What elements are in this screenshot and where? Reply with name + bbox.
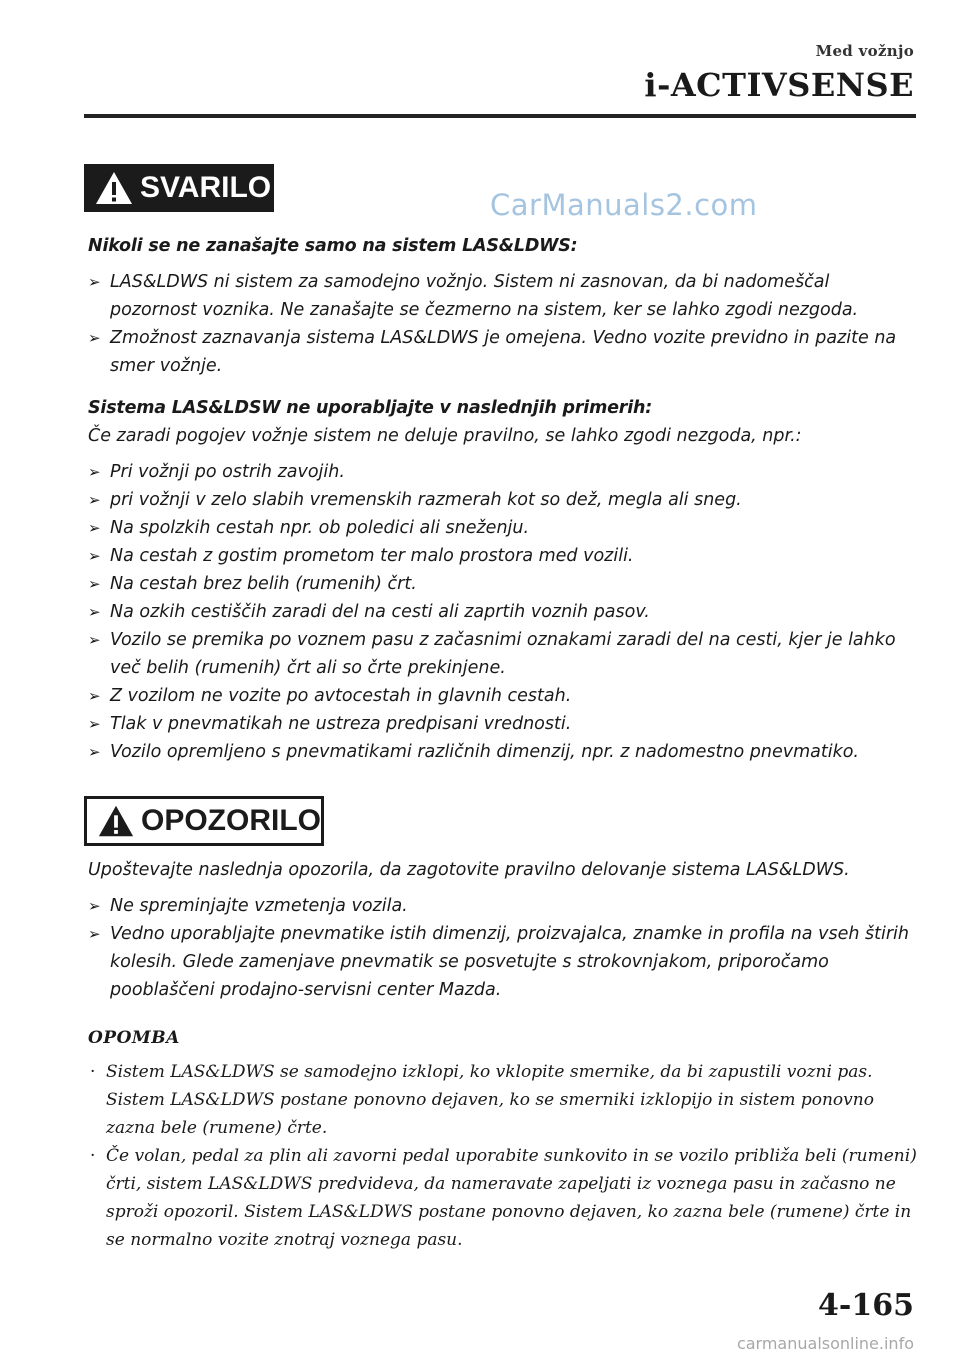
- note-title: OPOMBA: [88, 1028, 180, 1048]
- list-item: ➢ Pri vožnji po ostrih zavojih.: [88, 458, 918, 486]
- arrow-bullet-icon: ➢: [88, 687, 101, 705]
- list-item: ➢ LAS&LDWS ni sistem za samodejno vožnjo. Sistem ni zasnovan, da bi nadomeščal pozornost voznika. Ne zanašajte se čezmerno na sistem, ker se lahko zgodi nezgoda.: [88, 268, 918, 324]
- warning-list-1: [88, 268, 918, 380]
- arrow-bullet-icon: ➢: [88, 897, 101, 915]
- arrow-bullet-icon: ➢: [88, 519, 101, 537]
- page-number: 4-165: [818, 1288, 914, 1323]
- list-item: ➢ Z vozilom ne vozite po avtocestah in glavnih cestah.: [88, 682, 918, 710]
- arrow-bullet-icon: ➢: [88, 603, 101, 621]
- list-item: · Sistem LAS&LDWS se samodejno izklopi, ko vklopite smernike, da bi zapustili vozni pas. Sistem LAS&LDWS postane ponovno dejaven, ko se smerniki izklopijo in sistem ponovno zazna bele (rumene) črte.: [88, 1058, 918, 1142]
- list-item: ➢ Na cestah z gostim prometom ter malo prostora med vozili.: [88, 542, 918, 570]
- arrow-bullet-icon: ➢: [88, 329, 101, 347]
- list-item: ➢ Na cestah brez belih (rumenih) črt.: [88, 570, 918, 598]
- list-item: ➢ Na spolzkih cestah npr. ob poledici ali sneženju.: [88, 514, 918, 542]
- arrow-bullet-icon: ➢: [88, 575, 101, 593]
- list-item: ➢ Vedno uporabljajte pnevmatike istih dimenzij, proizvajalca, znamke in profila na vseh štirih kolesih. Glede zamenjave pnevmatik se posvetujte s strokovnjakom, priporočamo pooblaščeni prodajno-servisni center Mazda.: [88, 920, 918, 1004]
- warning-heading-1: Nikoli se ne zanašajte samo na sistem LAS&LDWS:: [88, 236, 578, 256]
- caution-list: [88, 892, 918, 1004]
- chapter-title: i-ACTIVSENSE: [644, 66, 914, 104]
- list-item: ➢ Ne spreminjajte vzmetenja vozila.: [88, 892, 918, 920]
- arrow-bullet-icon: ➢: [88, 463, 101, 481]
- arrow-bullet-icon: ➢: [88, 273, 101, 291]
- list-item: · Če volan, pedal za plin ali zavorni pedal uporabite sunkovito in se vozilo približa beli (rumeni) črti, sistem LAS&LDWS predvideva, da nameravate zapeljati iz voznega pasu in začasno ne sproži opozoril. Sistem LAS&LDWS postane ponovno dejaven, ko zazna bele (rumene) črte in se normalno vozite znotraj voznega pasu.: [88, 1142, 918, 1254]
- list-item: ➢ Zmožnost zaznavanja sistema LAS&LDWS je omejena. Vedno vozite previdno in pazite na smer vožnje.: [88, 324, 918, 380]
- page-header: [644, 42, 914, 104]
- list-item: ➢ Na ozkih cestiščih zaradi del na cesti ali zaprtih voznih pasov.: [88, 598, 918, 626]
- list-item: ➢ Vozilo opremljeno s pnevmatikami različnih dimenzij, npr. z nadomestno pnevmatiko.: [88, 738, 918, 766]
- list-item: ➢ Tlak v pnevmatikah ne ustreza predpisani vrednosti.: [88, 710, 918, 738]
- dot-bullet-icon: ·: [90, 1062, 96, 1082]
- warning-triangle-icon: [94, 170, 134, 206]
- header-divider: [84, 114, 916, 118]
- arrow-bullet-icon: ➢: [88, 715, 101, 733]
- arrow-bullet-icon: ➢: [88, 743, 101, 761]
- footer-watermark: carmanualsonline.info: [736, 1334, 914, 1353]
- warning-list-2: [88, 458, 918, 766]
- caution-badge: [84, 796, 324, 846]
- arrow-bullet-icon: ➢: [88, 925, 101, 943]
- list-item: ➢ Vozilo se premika po voznem pasu z začasnimi oznakami zaradi del na cesti, kjer je lahko več belih (rumenih) črt ali so črte prekinjene.: [88, 626, 918, 682]
- arrow-bullet-icon: ➢: [88, 547, 101, 565]
- warning-heading-2: Sistema LAS&LDSW ne uporabljajte v naslednjih primerih:: [88, 398, 653, 418]
- dot-bullet-icon: ·: [90, 1146, 96, 1166]
- caution-label: OPOZORILO: [141, 804, 321, 837]
- warning-intro-2: Če zaradi pogojev vožnje sistem ne deluje pravilno, se lahko zgodi nezgoda, npr.:: [88, 426, 802, 446]
- warning-triangle-icon: [97, 803, 135, 839]
- caution-content: [88, 852, 918, 1254]
- arrow-bullet-icon: ➢: [88, 631, 101, 649]
- arrow-bullet-icon: ➢: [88, 491, 101, 509]
- note-list: [88, 1058, 918, 1254]
- warning-badge: [84, 164, 274, 212]
- warning-content: [88, 232, 918, 766]
- caution-intro: Upoštevajte naslednja opozorila, da zagotovite pravilno delovanje sistema LAS&LDWS.: [88, 860, 850, 880]
- warning-label: SVARILO: [140, 171, 272, 204]
- watermark: CarManuals2.com: [490, 188, 758, 222]
- section-label: Med vožnjo: [815, 42, 914, 60]
- list-item: ➢ pri vožnji v zelo slabih vremenskih razmerah kot so dež, megla ali sneg.: [88, 486, 918, 514]
